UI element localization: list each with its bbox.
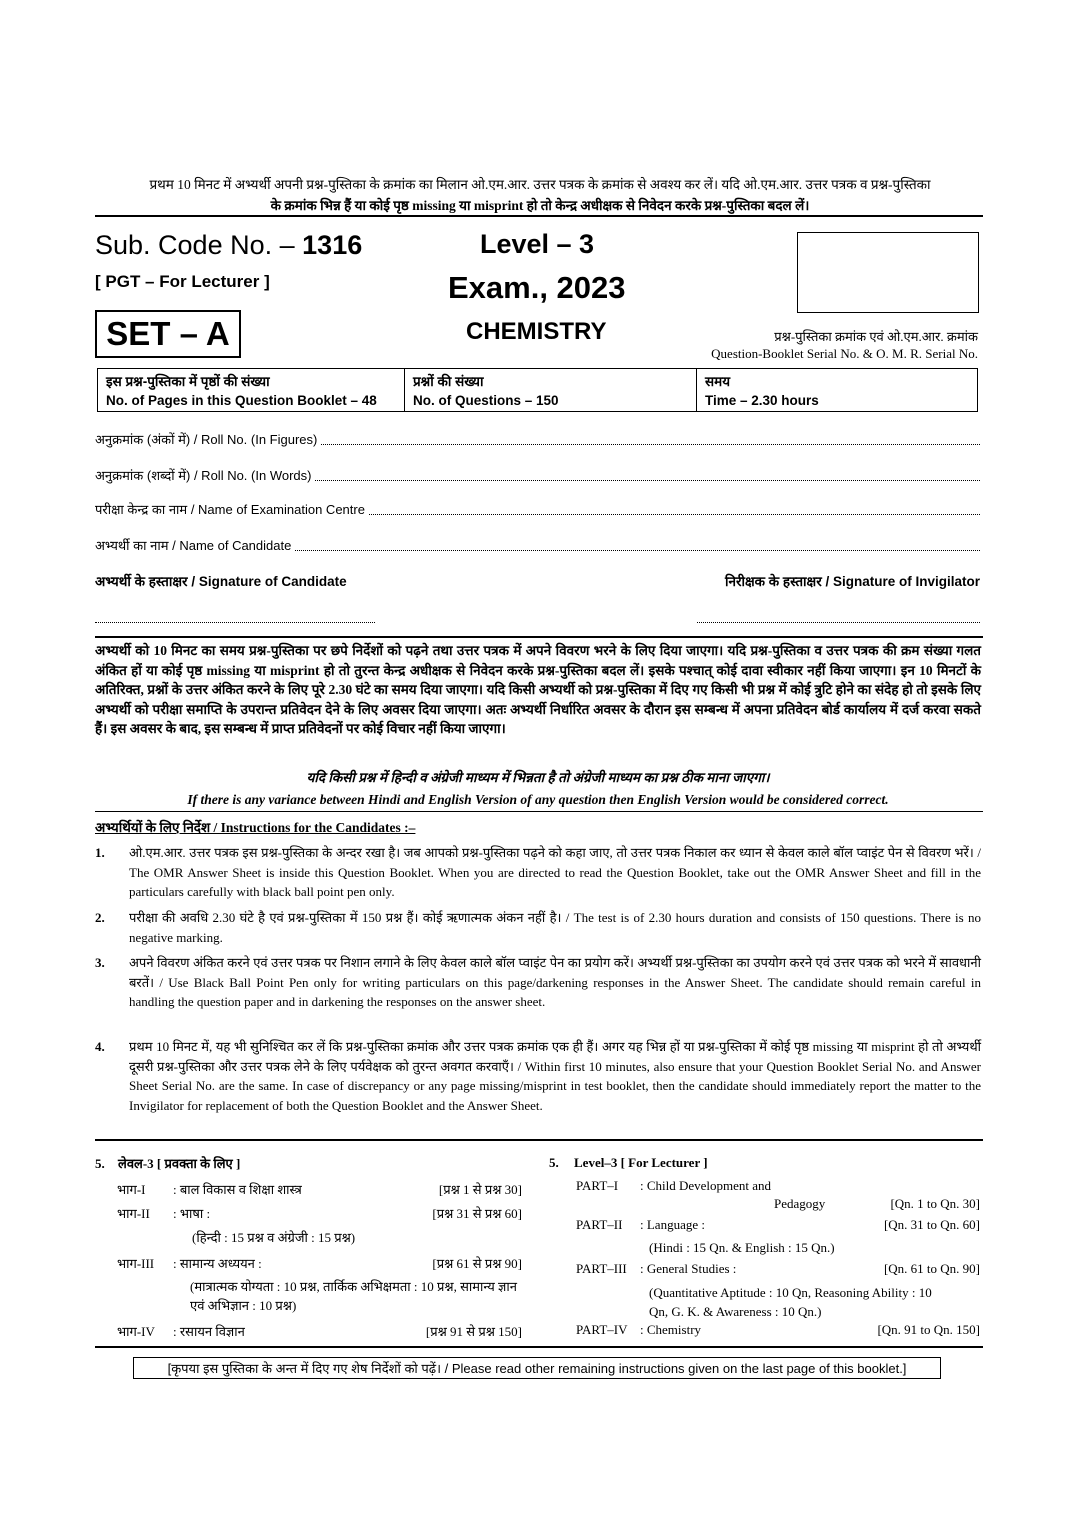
section-hindi-number: 5. (95, 1156, 105, 1171)
part-label: PART–II (576, 1217, 623, 1232)
sub-code-number: 1316 (302, 230, 363, 260)
part-label: भाग-IV (117, 1324, 155, 1339)
top-note-line1: प्रथम 10 मिनट में अभ्यर्थी अपनी प्रश्न-पुस्तिका के क्रमांक का मिलान ओ.एम.आर. उत्तर पत्रक के क्रमांक से अवश्य कर लें। यदि ओ.एम.आर. उत्तर पत्रक व प्रश्न-पुस्तिका (149, 177, 931, 192)
part-name: : सामान्य अध्ययन : (173, 1256, 262, 1271)
time-english: Time – 2.30 hours (705, 393, 819, 408)
footer-note: [कृपया इस पुस्तिका के अन्त में दिए गए शेष निर्देशों को पढ़ें। / Please read other remaining instructions given on the last page of this booklet.] (133, 1357, 941, 1379)
part-range: [Qn. 61 to Qn. 90] (883, 1261, 980, 1276)
questions-hindi: प्रश्नों की संख्या (413, 374, 484, 389)
exam-centre-field[interactable] (95, 500, 980, 518)
part-name: : रसायन विज्ञान (173, 1324, 245, 1339)
time-hindi: समय (705, 374, 731, 389)
invigilator-signature-label: निरीक्षक के हस्ताक्षर / Signature of Invigilator (725, 574, 980, 589)
questions-cell (405, 369, 697, 411)
instruction-number: 2. (95, 910, 105, 925)
roll-words-field[interactable] (95, 466, 980, 484)
part-range: [प्रश्न 31 से प्रश्न 60] (432, 1206, 522, 1221)
variance-rule (95, 811, 983, 812)
instruction-number: 4. (95, 1039, 105, 1054)
section-hindi-row (117, 1322, 522, 1340)
part-label: PART–III (576, 1261, 627, 1276)
part-label: PART–I (576, 1178, 619, 1193)
serial-label-hindi: प्रश्न-पुस्तिका क्रमांक एवं ओ.एम.आर. क्रमांक (774, 329, 978, 344)
booklet-info-table (97, 368, 978, 412)
instruction-text: अपने विवरण अंकित करने एवं उत्तर पत्रक पर निशान लगाने के लिए केवल काले बॉल प्वाइंट पेन का प्रयोग करें। अभ्यर्थी प्रश्न-पुस्तिका का उपयोग करने एवं उत्तर पत्रक को भरने में सावधानी बरतें। / Use Black Ball Point Pen only for writing particulars on this page/darkening responses in the Answer Sheet. The candidate should remain careful in handling the question paper and in darkening the responses on the answer sheet. (129, 955, 981, 1009)
instruction-item (95, 1037, 981, 1115)
part-range: [Qn. 31 to Qn. 60] (883, 1217, 980, 1232)
notice-rule (95, 636, 983, 638)
instruction-text: ओ.एम.आर. उत्तर पत्रक इस प्रश्न-पुस्तिका के अन्दर रखा है। जब आपको प्रश्न-पुस्तिका पढ़ने को कहा जाए, तो उत्तर पत्रक निकाल कर ध्यान से केवल काले बॉल प्वाइंट पेन से विवरण भरें। / The OMR Answer Sheet is inside this Question Booklet. When you are directed to read the Question Booklet, take out the OMR Answer Sheet and fill in the particulars carefully with black ball point pen only. (129, 845, 981, 899)
instruction-item (95, 908, 981, 947)
instruction-text: प्रथम 10 मिनट में, यह भी सुनिश्चित कर लें कि प्रश्न-पुस्तिका क्रमांक और उत्तर पत्रक क्रमांक एक ही हैं। अगर यह भिन्न हों या प्रश्न-पुस्तिका में कोई पृष्ठ missing या misprint हो तो अभ्यर्थी दूसरी प्रश्न-पुस्तिका और उत्तर पत्रक लेने के लिए पर्यवेक्षक को तुरन्त अवगत करवाएँ। / Within first 10 minutes, also ensure that your Question Booklet Serial No. and Answer Sheet Serial No. are the same. In case of discrepancy or any page missing/misprint in test booklet, then the candidate should immediately report the matter to the Invigilator for replacement of both the Question Booklet and the Answer Sheet. (129, 1039, 981, 1113)
post-label: [ PGT – For Lecturer ] (95, 272, 270, 291)
section-english-number: 5. (549, 1155, 559, 1170)
section-hindi-row (117, 1180, 522, 1198)
roll-figures-label: अनुक्रमांक (अंकों में) / Roll No. (In Figures) (95, 432, 318, 447)
candidate-name-field[interactable] (95, 536, 980, 554)
part-sub: (हिन्दी : 15 प्रश्न व अंग्रेजी : 15 प्रश्न) (192, 1230, 356, 1245)
questions-english: No. of Questions – 150 (413, 393, 559, 408)
variance-hindi: यदि किसी प्रश्न में हिन्दी व अंग्रेजी माध्यम में भिन्नता है तो अंग्रेजी माध्यम का प्रश्न ठीक माना जाएगा। (306, 770, 770, 785)
part-name-continued: Pedagogy (774, 1196, 826, 1211)
part-range: [प्रश्न 91 से प्रश्न 150] (425, 1324, 522, 1339)
part-label: भाग-II (117, 1206, 150, 1221)
part-sub: (मात्रात्मक योग्यता : 10 प्रश्न, तार्किक अभिक्षमता : 10 प्रश्न, सामान्य ज्ञान एवं अभिज्ञान : 10 प्रश्न) (190, 1279, 517, 1313)
section-english-row (576, 1178, 980, 1194)
part-range: [प्रश्न 1 से प्रश्न 30] (438, 1182, 522, 1197)
instructions-heading: अभ्यर्थियों के लिए निर्देश / Instructions for the Candidates :– (95, 820, 416, 835)
section-hindi-title: लेवल-3 [ प्रवक्ता के लिए ] (118, 1156, 241, 1171)
part-name: : General Studies : (640, 1261, 737, 1276)
instruction-item (95, 953, 981, 1012)
notice-paragraph: अभ्यर्थी को 10 मिनट का समय प्रश्न-पुस्तिका पर छपे निर्देशों को पढ़ने तथा उत्तर पत्रक में अपने विवरण भरने के लिए दिया जाएगा। यदि प्रश्न-पुस्तिका व उत्तर पत्रक की क्रम संख्या गलत अंकित हों या कोई पृष्ठ missing या misprint हो तो तुरन्त केन्द्र अधीक्षक से निवेदन करके प्रश्न-पुस्तिका बदल लें। इसके पश्चात् कोई दावा स्वीकार नहीं किया जाएगा। इन 10 मिनटों के अतिरिक्त, प्रश्नों के उत्तर अंकित करने के लिए पूरे 2.30 घंटे का समय दिया जाएगा। यदि किसी अभ्यर्थी को प्रश्न-पुस्तिका में दिए गए किसी भी प्रश्न में कोई त्रुटि होने का संदेह हो तो इसके लिए अभ्यर्थी को परीक्षा समाप्ति के उपरान्त प्रतिवेदन देने के लिए अवसर दिया जाएगा। अतः अभ्यर्थी निर्धारित अवसर के दौरान इस सम्बन्ध में अपना प्रतिवेदन बोर्ड कार्यालय में दर्ज करवा सकते हैं। इस अवसर के बाद, इस सम्बन्ध में प्राप्त प्रतिवेदनों पर कोई विचार नहीं किया जाएगा। (95, 643, 981, 736)
part-name: : भाषा : (173, 1206, 211, 1221)
part-name: : Language : (640, 1217, 705, 1232)
subject-title: CHEMISTRY (466, 318, 607, 345)
exam-centre-label: परीक्षा केन्द्र का नाम / Name of Examination Centre (95, 502, 365, 517)
part-range: [Qn. 91 to Qn. 150] (877, 1322, 980, 1337)
part-name: : Child Development and (640, 1178, 772, 1193)
part-sub: (Quantitative Aptitude : 10 Qn, Reasoning Ability : 10 Qn, G. K. & Awareness : 10 Qn.) (649, 1285, 932, 1319)
instruction-text: परीक्षा की अवधि 2.30 घंटे है एवं प्रश्न-पुस्तिका में 150 प्रश्न हैं। कोई ऋणात्मक अंकन नहीं है। / The test is of 2.30 hours duration and consists of 150 questions. There is no negative marking. (129, 910, 981, 945)
time-cell (697, 369, 977, 411)
part-label: भाग-I (117, 1182, 146, 1197)
serial-label-english: Question-Booklet Serial No. & O. M. R. Serial No. (711, 346, 978, 361)
serial-number-box[interactable] (797, 232, 979, 313)
section-english-row (576, 1217, 980, 1233)
sub-code-prefix: Sub. Code No. – (95, 230, 295, 260)
candidate-name-label: अभ्यर्थी का नाम / Name of Candidate (95, 538, 292, 553)
roll-figures-field[interactable] (95, 430, 980, 448)
top-rule (95, 215, 983, 217)
variance-english: If there is any variance between Hindi and English Version of any question then English Version would be considered correct. (187, 792, 889, 807)
exam-year: Exam., 2023 (448, 270, 626, 305)
candidate-signature-line[interactable] (95, 621, 375, 623)
pages-english: No. of Pages in this Question Booklet – 48 (106, 393, 377, 408)
section-hindi-row (117, 1254, 522, 1272)
top-note (95, 174, 985, 216)
section-top-rule (95, 1139, 983, 1141)
top-note-line2: के क्रमांक भिन्न हैं या कोई पृष्ठ missing या misprint हो तो केन्द्र अधीक्षक से निवेदन करके प्रश्न-पुस्तिका बदल लें। (270, 198, 810, 213)
roll-words-label: अनुक्रमांक (शब्दों में) / Roll No. (In Words) (95, 468, 312, 483)
part-sub: (Hindi : 15 Qn. & English : 15 Qn.) (649, 1240, 835, 1255)
pages-hindi: इस प्रश्न-पुस्तिका में पृष्ठों की संख्या (106, 374, 270, 389)
section-english-row (576, 1261, 980, 1277)
pages-cell (98, 369, 405, 411)
instruction-number: 3. (95, 955, 105, 970)
section-english-row (576, 1322, 980, 1338)
part-name: : बाल विकास व शिक्षा शास्त्र (173, 1182, 302, 1197)
part-label: PART–IV (576, 1322, 628, 1337)
section-hindi-heading (95, 1154, 240, 1172)
part-range: [Qn. 1 to Qn. 30] (890, 1196, 980, 1211)
part-label: भाग-III (117, 1256, 155, 1271)
section-hindi-row (117, 1204, 522, 1222)
part-range: [प्रश्न 61 से प्रश्न 90] (432, 1256, 522, 1271)
invigilator-signature-line[interactable] (697, 621, 980, 623)
instruction-number: 1. (95, 845, 105, 860)
candidate-signature-label: अभ्यर्थी के हस्ताक्षर / Signature of Candidate (95, 574, 347, 589)
section-english-heading (549, 1155, 708, 1171)
instruction-item (95, 843, 981, 902)
level-label: Level – 3 (480, 229, 595, 259)
section-bottom-rule (95, 1346, 983, 1348)
set-label: SET – A (95, 310, 241, 358)
part-name: : Chemistry (640, 1322, 702, 1337)
section-english-title: Level–3 [ For Lecturer ] (574, 1155, 708, 1170)
sub-code (95, 230, 362, 261)
